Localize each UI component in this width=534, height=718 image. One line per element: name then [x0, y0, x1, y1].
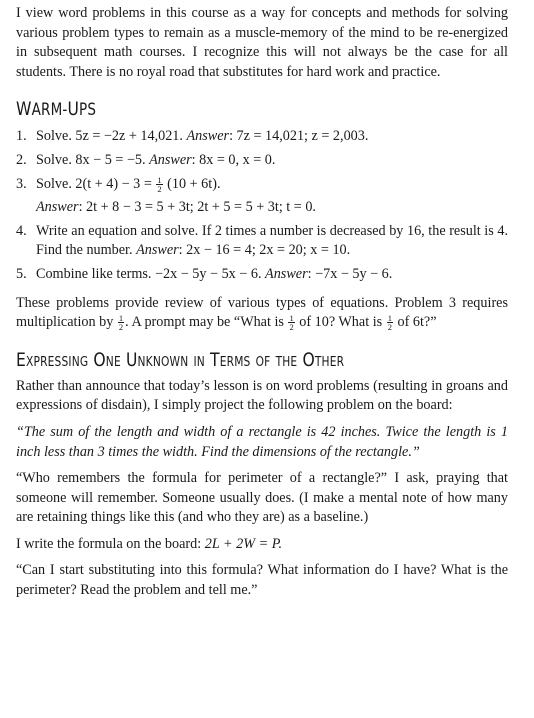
- section-heading: Expressing One Unknown in Terms of the Other: [16, 348, 345, 371]
- fraction: $\frac{1}{2}$: [157, 174, 162, 194]
- warmups-heading: WARM-UPS: [16, 98, 97, 121]
- list-item: 4. Write an equation and solve. If 2 times a number is decreased by 16, the result is 4. Find the number. Answer: 2x − 16 = 4; 2x = 20; x = 10.: [16, 222, 508, 259]
- list-item: 1. Solve. 5z = −2z + 14,021. Answer: 7z = 14,021; z = 2,003.: [16, 128, 369, 145]
- warmups-list: [16, 127, 508, 284]
- problem-quote: “The sum of the length and width of a rectangle is 42 inches. Twice the length is 1 inch less than 3 times the width. Find the dimensions of the rectangle.”: [16, 423, 508, 460]
- section-paragraph: Rather than announce that today’s lesson is on word problems (resulting in groans and expressions of disdain), I simply project the following problem on the board:: [16, 377, 508, 414]
- intro-paragraph: I view word problems in this course as a way for concepts and methods for solving various problem types to remain as a muscle-memory of the mind to be re-energized in subsequent math courses. I recognize this will not always be the case for all students. There is no royal road that substitutes for hard work and practice.: [16, 5, 508, 80]
- list-item: 3. Solve. 2(t + 4) − 3 = $\frac{1}{2}$ (10 + 6t). Answer: 2t + 8 − 3 = 5 + 3t; 2t + 5 = 5 + 3t; t = 0.: [16, 174, 316, 216]
- section-paragraph: “Who remembers the formula for perimeter of a rectangle?” I ask, praying that someone will remember. Someone usually does. (I make a mental note of how many are retaining things like this (and who they are) as a baseline.): [16, 470, 508, 526]
- section-paragraph: “Can I start substituting into this formula? What information do I have? What is the perimeter? Read the problem and tell me.”: [16, 562, 508, 599]
- review-paragraph: These problems provide review of various types of equations. Problem 3 requires multiplication by $\frac{1}{2}$ . A prompt may be “What is $\frac{1}{2}$ of 10? What is $\frac{1}{2}$ of 6t?”: [16, 294, 508, 333]
- list-item: 5. Combine like terms. −2x − 5y − 5x − 6. Answer: −7x − 5y − 6.: [16, 265, 393, 282]
- list-item: 2. Solve. 8x − 5 = −5. Answer: 8x = 0, x = 0.: [16, 151, 276, 168]
- section-paragraph: I write the formula on the board: 2L + 2W = P.: [16, 535, 283, 552]
